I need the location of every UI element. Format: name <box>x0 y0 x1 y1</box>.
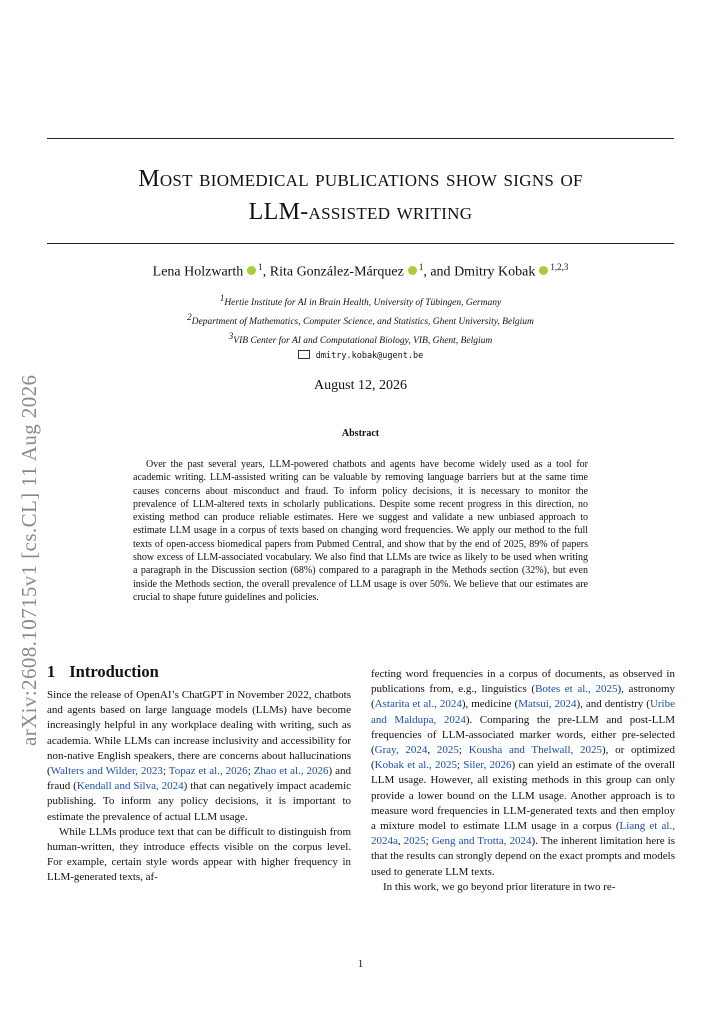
bottom-title-rule <box>47 243 674 244</box>
page-number: 1 <box>357 958 364 970</box>
author-separator: , and <box>423 264 455 280</box>
left-column <box>47 688 351 886</box>
email-link[interactable]: dmitry.kobak@ugent.be <box>315 351 424 361</box>
orcid-icon[interactable] <box>247 266 256 275</box>
orcid-icon[interactable] <box>539 266 548 275</box>
citation-link[interactable]: Kendall and Silva, 2024 <box>76 780 184 793</box>
section-heading <box>47 662 159 682</box>
title-line-2: LLM-assisted writing <box>248 199 473 225</box>
text-run: ), astronomy ( <box>371 683 675 711</box>
text-run: ; <box>247 765 254 778</box>
affiliation-sup: 2 <box>187 312 192 323</box>
affiliation-text: Hertie Institute for AI in Brain Health, University of Tübingen, Germany <box>224 298 502 309</box>
citation-link[interactable]: Liang et al., 2024a <box>371 820 675 848</box>
affiliation-text: Department of Mathematics, Computer Science, and Statistics, Ghent University, Belgium <box>191 317 534 328</box>
text-run: , <box>397 835 404 848</box>
text-run: ). The inherent limitation here is that the results can strongly depend on the exact prompts and models used to generate LLM texts. <box>371 835 675 878</box>
paragraph <box>47 688 351 825</box>
citation-link[interactable]: Astarita et al., 2024 <box>374 698 462 711</box>
affiliations <box>47 291 674 348</box>
citation-link[interactable]: 2025 <box>403 835 426 848</box>
citation-link[interactable]: Kobak et al., 2025 <box>374 759 457 772</box>
abstract-heading: Abstract <box>341 428 380 439</box>
abstract-text: Over the past several years, LLM-powered chatbots and agents have become widely used as a tool for academic writing. LLM-assisted writing can be valuable by removing language barriers but at the same time causes concerns about misconduct and fraud. To inform policy decisions, it is necessary to monitor the prevalence of LLM-altered texts in scholarly publications. Despite some recent progress in this direction, no existing method can produce reliable estimates. Here we suggest and validate a new unbiased approach to estimate LLM usage in a corpus of texts based on changing word frequencies. We apply our method to the full texts of open-access biomedical papers from Pubmed Central, and show that by the end of 2025, 89% of papers show excess of LLM-associated vocabulary. We also find that LLMs are twice as likely to be used when writing a paragraph in the Discussion section (68%) compared to a paragraph in the Methods section (32%), but even inside the Methods section, the overall prevalence of LLM usage is over 50%. We believe that our estimates are crucial to shape future guidelines and policies. <box>133 459 588 603</box>
text-run: ; <box>456 759 464 772</box>
author-name: Lena Holzwarth <box>152 264 244 280</box>
author-name: Dmitry Kobak <box>454 264 536 280</box>
affiliation-text: VIB Center for AI and Computational Biology, VIB, Ghent, Belgium <box>233 336 493 347</box>
affiliation-sup: 1 <box>219 293 225 303</box>
title-line-1: Most biomedical publications show signs of <box>138 166 583 192</box>
paragraph: While LLMs produce text that can be difficult to distinguish from human-written, they introduce effects visible on the corpus level. For example, certain style words appear with higher frequency in LLM-generated texts, af- <box>47 825 351 884</box>
paragraph <box>371 667 675 880</box>
text-run: ; <box>425 835 432 848</box>
paper-date: August 12, 2026 <box>314 378 407 393</box>
text-run: ) and fraud ( <box>47 765 352 793</box>
citation-link[interactable]: Botes et al., 2025 <box>535 683 618 696</box>
citation-link[interactable]: 2025 <box>436 744 459 757</box>
text-run: ), medicine ( <box>461 698 519 711</box>
citation-link[interactable]: Uribe and Maldupa, 2024 <box>371 698 675 726</box>
section-number: 1 <box>47 662 56 681</box>
text-run: ), and dentistry ( <box>576 698 650 711</box>
citation-link[interactable]: Walters and Wilder, 2023 <box>50 765 163 778</box>
orcid-icon[interactable] <box>408 266 417 275</box>
citation-link[interactable]: Siler, 2026 <box>463 759 512 772</box>
author-separator: , <box>262 264 270 280</box>
author-sup: 1,2,3 <box>550 262 569 272</box>
arxiv-stamp: arXiv:2608.10715v1 [cs.CL] 11 Aug 2026 <box>17 374 41 746</box>
citation-link[interactable]: Kousha and Thelwall, 2025 <box>468 744 602 757</box>
author-sup: 1 <box>418 262 424 272</box>
citation-link[interactable]: Gray, 2024 <box>374 744 428 757</box>
text-run: Since the release of OpenAI’s ChatGPT in November 2022, chatbots and agents based on large language models (LLMs) have become increasingly helpful in any workplace dealing with writing, such as academia. While LLMs can increase inclusivity and accessibility for non-native English speakers, there are concerns about hallucinations ( <box>47 689 351 778</box>
citation-link[interactable]: Zhao et al., 2026 <box>253 765 329 778</box>
contact-email <box>47 350 674 361</box>
citation-link[interactable]: Topaz et al., 2026 <box>168 765 248 778</box>
paragraph: In this work, we go beyond prior literature in two re- <box>383 880 616 893</box>
envelope-icon <box>298 350 310 359</box>
affiliation-sup: 3 <box>228 331 234 342</box>
top-rule <box>47 138 674 139</box>
text-run: ) that can negatively impact academic publishing. To inform any policy decisions, it is important to estimate the prevalence of actual LLM usage. <box>47 780 352 823</box>
author-sup: 1 <box>258 262 263 272</box>
author-name: Rita González-Márquez <box>269 264 404 280</box>
affiliation <box>47 329 674 348</box>
affiliation <box>47 310 674 329</box>
text-run: ; <box>162 765 169 778</box>
author-list <box>47 262 674 281</box>
text-run: ), or optimized ( <box>371 744 676 772</box>
text-run: fecting word frequencies in a corpus of documents, as observed in publications from, e.g., linguistics ( <box>371 668 675 696</box>
paper-title <box>47 163 674 229</box>
affiliation <box>47 291 674 310</box>
citation-link[interactable]: Geng and Trotta, 2024 <box>431 835 532 848</box>
right-column <box>371 667 675 895</box>
text-run: , <box>427 744 437 757</box>
citation-link[interactable]: Matsui, 2024 <box>518 698 577 711</box>
text-run: ; <box>458 744 469 757</box>
section-title: Introduction <box>69 662 159 681</box>
text-run: ) can yield an estimate of the overall LLM usage. However, all existing methods in this group can only provide a lower bound on the LLM usage. Another approach is to measure word frequencies in LLM-generated texts and then employ a mixture model to estimate LLM usage in a corpus ( <box>371 759 676 833</box>
text-run: ). Comparing the pre-LLM and post-LLM frequencies of LLM-associated marker words, either pre-selected ( <box>371 713 675 757</box>
